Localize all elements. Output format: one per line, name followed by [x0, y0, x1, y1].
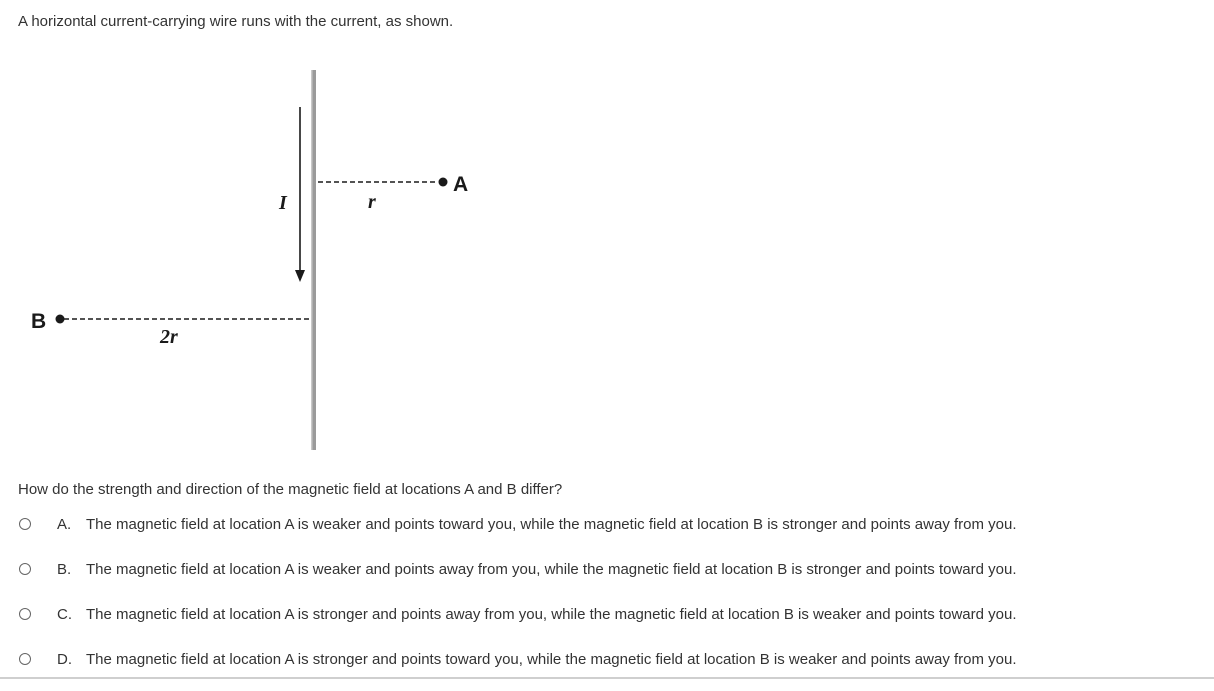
current-label: I: [279, 192, 287, 214]
distance-a-label: r: [368, 191, 376, 213]
choice-c[interactable]: [0, 596, 1200, 634]
choice-text: The magnetic field at location A is weaker and points away from you, while the magnetic field at location B is stronger and points toward you.: [86, 561, 1017, 578]
current-arrowhead: [295, 270, 305, 282]
point-a-label: A: [453, 173, 469, 196]
distance-b-label: 2r: [160, 326, 178, 348]
radio-button-icon[interactable]: [19, 563, 31, 575]
question-text: How do the strength and direction of the magnetic field at locations A and B differ?: [18, 481, 563, 498]
point-b-label: B: [31, 310, 47, 333]
choice-letter: A.: [57, 516, 72, 533]
choice-letter: C.: [57, 606, 72, 623]
choice-text: The magnetic field at location A is stronger and points toward you, while the magnetic field at location B is weaker and points away from you.: [86, 651, 1017, 668]
question-stem-intro: A horizontal current-carrying wire runs with the current, as shown.: [18, 13, 454, 30]
choice-letter: D.: [57, 651, 72, 668]
wire-diagram: [0, 60, 520, 460]
choice-a[interactable]: [0, 506, 1200, 544]
radio-button-icon[interactable]: [19, 608, 31, 620]
choice-d[interactable]: [0, 641, 1200, 679]
radio-button-icon[interactable]: [19, 653, 31, 665]
choice-b[interactable]: [0, 551, 1200, 589]
choice-text: The magnetic field at location A is stronger and points away from you, while the magnetic field at location B is weaker and points toward you.: [86, 606, 1017, 623]
point-a-dot: [439, 178, 448, 187]
bottom-divider: [0, 677, 1214, 679]
point-b-dot: [56, 315, 65, 324]
radio-button-icon[interactable]: [19, 518, 31, 530]
choice-text: The magnetic field at location A is weaker and points toward you, while the magnetic field at location B is stronger and points away from you.: [86, 516, 1017, 533]
choice-letter: B.: [57, 561, 72, 578]
